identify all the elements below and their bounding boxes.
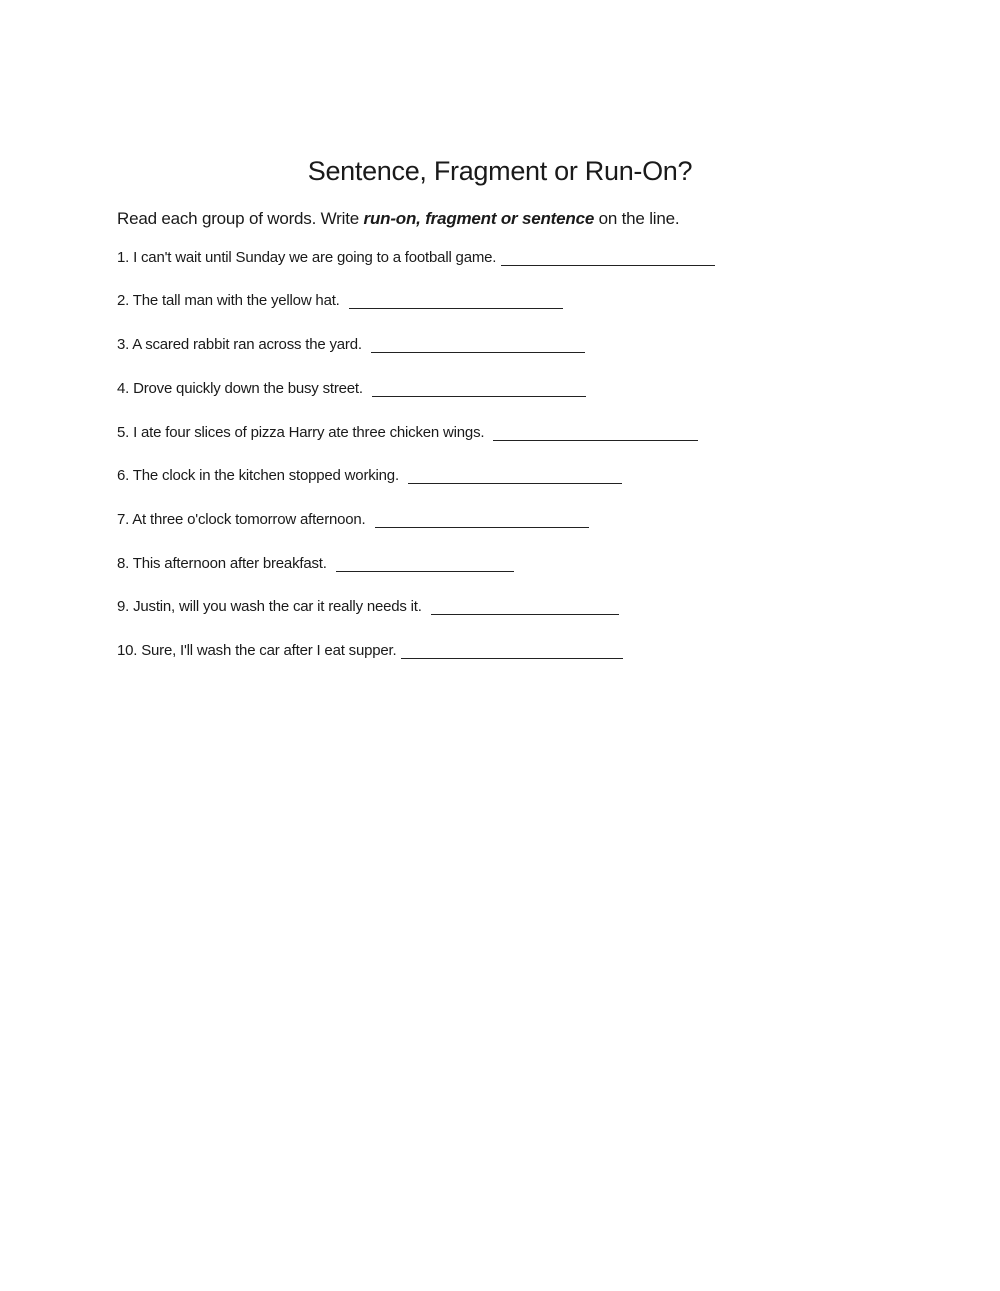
answer-blank[interactable] xyxy=(431,599,619,615)
answer-blank[interactable] xyxy=(493,425,698,441)
question-text: 2. The tall man with the yellow hat. xyxy=(117,292,340,309)
answer-blank[interactable] xyxy=(371,337,585,353)
worksheet-title: Sentence, Fragment or Run-On? xyxy=(307,156,693,186)
answer-blank[interactable] xyxy=(501,250,715,266)
question-text: 7. At three o'clock tomorrow afternoon. xyxy=(117,511,366,528)
question-item xyxy=(117,292,563,309)
question-item xyxy=(117,336,585,353)
question-item xyxy=(117,249,715,266)
question-item xyxy=(117,642,623,659)
answer-blank[interactable] xyxy=(408,468,622,484)
answer-blank[interactable] xyxy=(401,643,623,659)
question-text: 9. Justin, will you wash the car it really needs it. xyxy=(117,598,422,615)
question-text: 10. Sure, I'll wash the car after I eat supper. xyxy=(117,642,397,659)
question-text: 5. I ate four slices of pizza Harry ate three chicken wings. xyxy=(117,424,485,441)
answer-blank[interactable] xyxy=(372,381,586,397)
instructions xyxy=(117,209,679,229)
question-item xyxy=(117,555,514,572)
question-item xyxy=(117,598,619,615)
question-item xyxy=(117,511,589,528)
question-item xyxy=(117,380,586,397)
answer-blank[interactable] xyxy=(375,512,589,528)
instructions-text-end: on the line. xyxy=(594,209,680,228)
question-text: 8. This afternoon after breakfast. xyxy=(117,555,327,572)
question-text: 3. A scared rabbit ran across the yard. xyxy=(117,336,362,353)
question-item xyxy=(117,467,622,484)
instructions-text: Read each group of words. Write xyxy=(117,209,364,228)
answer-blank[interactable] xyxy=(349,293,563,309)
instructions-emphasis: run-on, fragment or sentence xyxy=(363,209,595,228)
question-text: 1. I can't wait until Sunday we are going to a football game. xyxy=(117,249,497,266)
question-text: 4. Drove quickly down the busy street. xyxy=(117,380,363,397)
question-item xyxy=(117,424,698,441)
question-text: 6. The clock in the kitchen stopped working. xyxy=(117,467,399,484)
answer-blank[interactable] xyxy=(336,556,514,572)
